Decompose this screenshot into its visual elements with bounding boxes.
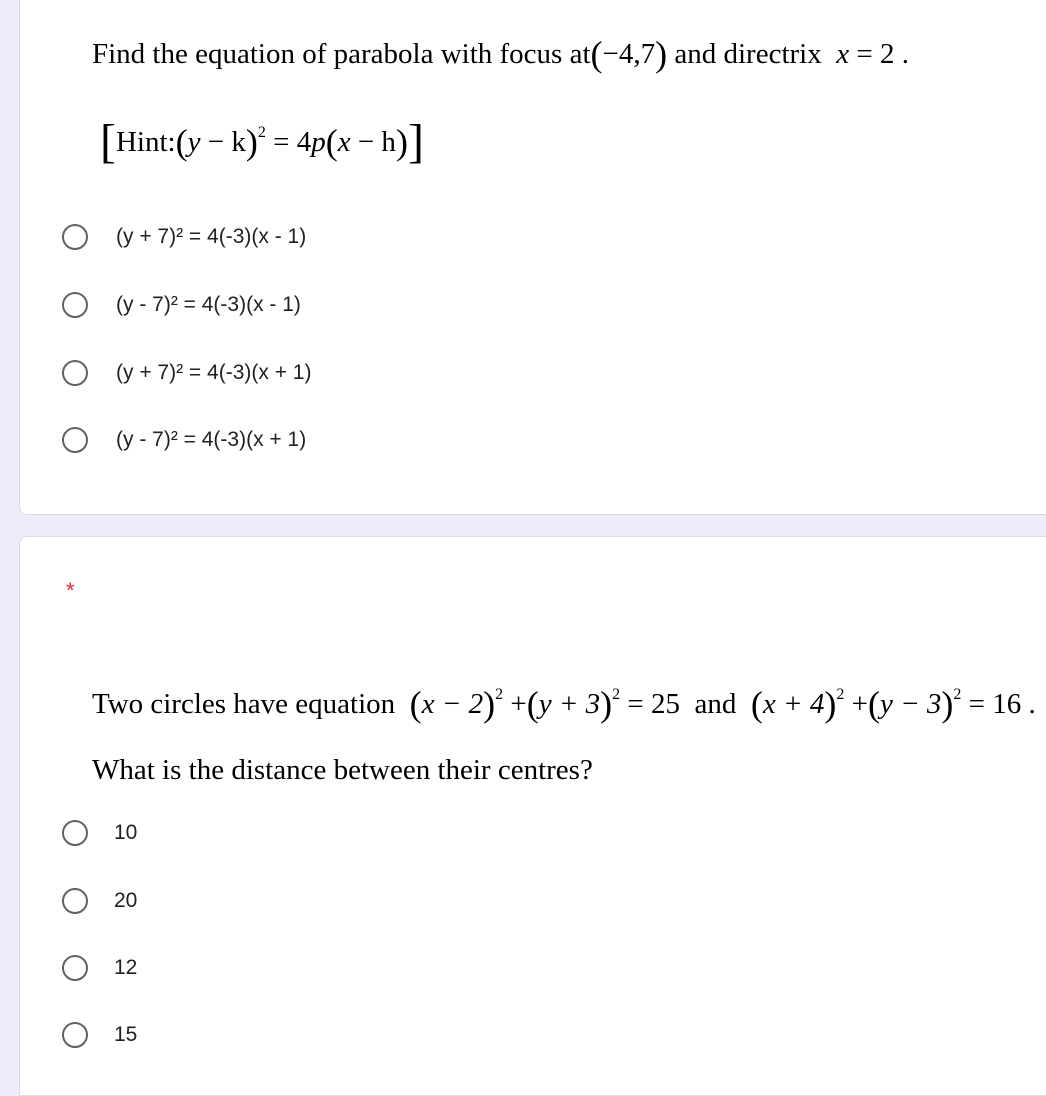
hint-y: y (187, 126, 201, 158)
radio-button[interactable] (62, 292, 88, 318)
radio-button[interactable] (62, 820, 88, 846)
option-label: 12 (114, 956, 138, 979)
circle-2-y-term: y − 3 (879, 688, 942, 720)
conjunction: and (694, 688, 737, 720)
question-card-2 (19, 536, 1046, 1096)
radio-button[interactable] (62, 427, 88, 453)
exponent: 2 (836, 686, 845, 703)
circle-1-rhs: = 25 (627, 688, 681, 720)
question-2-prefix: Two circles have equation (92, 688, 396, 720)
option-label: 20 (114, 889, 138, 912)
radio-button[interactable] (62, 955, 88, 981)
question-1-prefix: Find the equation of parabola with focus at (92, 38, 591, 70)
hint-exponent: 2 (257, 124, 266, 141)
q2-option-1[interactable] (62, 815, 137, 851)
exponent: 2 (953, 686, 962, 703)
q1-option-2[interactable] (62, 287, 301, 323)
directrix-value: = 2 . (856, 38, 909, 70)
radio-button[interactable] (62, 1022, 88, 1048)
exponent: 2 (495, 686, 504, 703)
circle-2-rhs: = 16 . (968, 688, 1036, 720)
question-1-text: Find the equation of parabola with focus at(−4,7) and directrix x = 2 . (92, 34, 909, 74)
option-label: (y - 7)² = 4(-3)(x - 1) (116, 293, 301, 316)
hint-minus-k: − k (207, 126, 246, 158)
circle-1-x-term: x − 2 (421, 688, 484, 720)
plus-sign: + (851, 688, 868, 720)
q2-option-4[interactable] (62, 1017, 137, 1053)
required-marker: * (66, 578, 75, 603)
exponent: 2 (612, 686, 621, 703)
option-label: (y - 7)² = 4(-3)(x + 1) (116, 428, 307, 451)
q2-option-2[interactable] (62, 883, 137, 919)
radio-button[interactable] (62, 224, 88, 250)
focus-point: −4,7 (602, 38, 656, 70)
circle-2-x-term: x + 4 (762, 688, 825, 720)
question-1-mid: and directrix (674, 38, 822, 70)
q1-option-3[interactable] (62, 355, 311, 391)
q2-option-3[interactable] (62, 950, 137, 986)
hint-p: p (311, 126, 326, 158)
circle-1-y-term: y + 3 (538, 688, 601, 720)
q1-option-1[interactable] (62, 219, 306, 255)
radio-button[interactable] (62, 888, 88, 914)
option-label: (y + 7)² = 4(-3)(x - 1) (116, 225, 307, 248)
q1-option-4[interactable] (62, 422, 306, 458)
hint-label: Hint: (115, 126, 176, 158)
directrix-variable: x (836, 38, 850, 70)
plus-sign: + (510, 688, 527, 720)
hint-text: [Hint:(y − k)$^2$ = 4p(x − h)] (100, 115, 424, 168)
radio-button[interactable] (62, 360, 88, 386)
question-2-line-2: What is the distance between their centres? (92, 754, 593, 786)
hint-x: x (337, 126, 351, 158)
hint-minus-h: − h (357, 126, 396, 158)
question-2-text: Two circles have equation $(x - 2)^2 +(y + 3)^2 = 25$ and $(x + 4)^2 +(y - 3)^2 = 16$ . (92, 684, 1036, 724)
option-label: (y + 7)² = 4(-3)(x + 1) (116, 361, 312, 384)
hint-equals: = 4 (273, 126, 312, 158)
option-label: 10 (114, 821, 138, 844)
option-label: 15 (114, 1023, 138, 1046)
